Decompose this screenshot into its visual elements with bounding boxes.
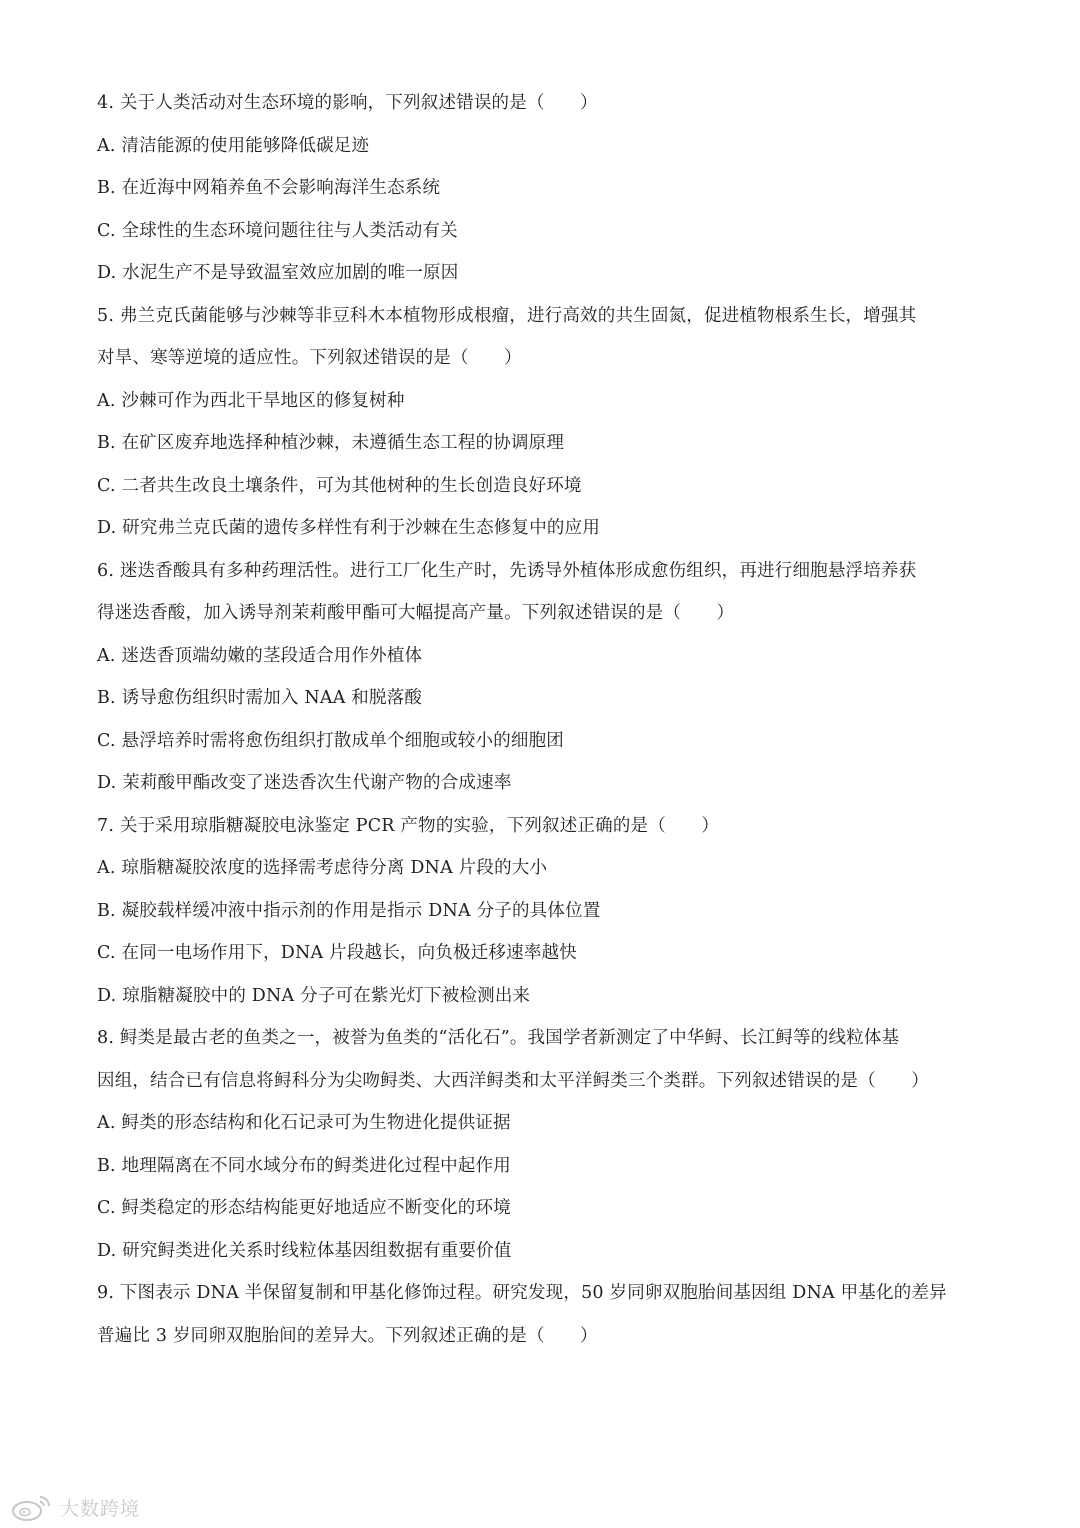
q8-option-c: C. 鲟类稳定的形态结构能更好地适应不断变化的环境	[97, 1198, 511, 1218]
q9-stem-line-2: 普遍比 3 岁同卵双胞胎间的差异大。下列叙述正确的是（ ）	[97, 1326, 598, 1346]
watermark-text: 大数跨境	[60, 1497, 141, 1520]
q8-option-a: A. 鲟类的形态结构和化石记录可为生物进化提供证据	[97, 1113, 511, 1133]
q4-option-a: A. 清洁能源的使用能够降低碳足迹	[97, 136, 370, 156]
q5-option-a: A. 沙棘可作为西北干旱地区的修复树种	[97, 391, 405, 411]
q9-stem-line-1: 9. 下图表示 DNA 半保留复制和甲基化修饰过程。研究发现，50 岁同卵双胞胎间基因组 DNA 甲基化的差异	[97, 1283, 947, 1303]
q7-option-c: C. 在同一电场作用下，DNA 片段越长，向负极迁移速率越快	[97, 943, 577, 963]
q6-option-c: C. 悬浮培养时需将愈伤组织打散成单个细胞或较小的细胞团	[97, 731, 564, 751]
q7-option-b: B. 凝胶载样缓冲液中指示剂的作用是指示 DNA 分子的具体位置	[97, 901, 601, 921]
watermark	[10, 1490, 140, 1524]
q4-option-b: B. 在近海中网箱养鱼不会影响海洋生态系统	[97, 178, 441, 198]
q4-option-c: C. 全球性的生态环境问题往往与人类活动有关	[97, 221, 458, 241]
q6-stem-line-2: 得迷迭香酸，加入诱导剂茉莉酸甲酯可大幅提高产量。下列叙述错误的是（ ）	[97, 603, 735, 623]
q6-option-a: A. 迷迭香顶端幼嫩的茎段适合用作外植体	[97, 646, 423, 666]
q6-option-d: D. 茉莉酸甲酯改变了迷迭香次生代谢产物的合成速率	[97, 773, 512, 793]
q5-stem-line-2: 对旱、寒等逆境的适应性。下列叙述错误的是（ ）	[97, 348, 522, 368]
q7-stem-line-1: 7. 关于采用琼脂糖凝胶电泳鉴定 PCR 产物的实验，下列叙述正确的是（ ）	[97, 816, 720, 836]
q8-stem-line-1: 8. 鲟类是最古老的鱼类之一，被誉为鱼类的“活化石”。我国学者新测定了中华鲟、长江鲟等的线粒体基	[97, 1028, 900, 1048]
q7-option-d: D. 琼脂糖凝胶中的 DNA 分子可在紫光灯下被检测出来	[97, 986, 531, 1006]
q6-option-b: B. 诱导愈伤组织时需加入 NAA 和脱落酸	[97, 688, 423, 708]
q5-option-b: B. 在矿区废弃地选择种植沙棘，未遵循生态工程的协调原理	[97, 433, 565, 453]
q4-stem-line-1: 4. 关于人类活动对生态环境的影响，下列叙述错误的是（ ）	[97, 93, 598, 113]
weibo-logo-icon	[10, 1492, 54, 1522]
q4-option-d: D. 水泥生产不是导致温室效应加剧的唯一原因	[97, 263, 459, 283]
q8-option-b: B. 地理隔离在不同水域分布的鲟类进化过程中起作用	[97, 1156, 511, 1176]
q5-option-d: D. 研究弗兰克氏菌的遗传多样性有利于沙棘在生态修复中的应用	[97, 518, 601, 538]
q5-option-c: C. 二者共生改良土壤条件，可为其他树种的生长创造良好环境	[97, 476, 582, 496]
q7-option-a: A. 琼脂糖凝胶浓度的选择需考虑待分离 DNA 片段的大小	[97, 858, 548, 878]
q8-stem-line-2: 因组，结合已有信息将鲟科分为尖吻鲟类、大西洋鲟类和太平洋鲟类三个类群。下列叙述错误的是（ ）	[97, 1071, 929, 1091]
q6-stem-line-1: 6. 迷迭香酸具有多种药理活性。进行工厂化生产时，先诱导外植体形成愈伤组织，再进行细胞悬浮培养获	[97, 561, 917, 581]
q5-stem-line-1: 5. 弗兰克氏菌能够与沙棘等非豆科木本植物形成根瘤，进行高效的共生固氮，促进植物根系生长，增强其	[97, 306, 917, 326]
q8-option-d: D. 研究鲟类进化关系时线粒体基因组数据有重要价值	[97, 1241, 512, 1261]
